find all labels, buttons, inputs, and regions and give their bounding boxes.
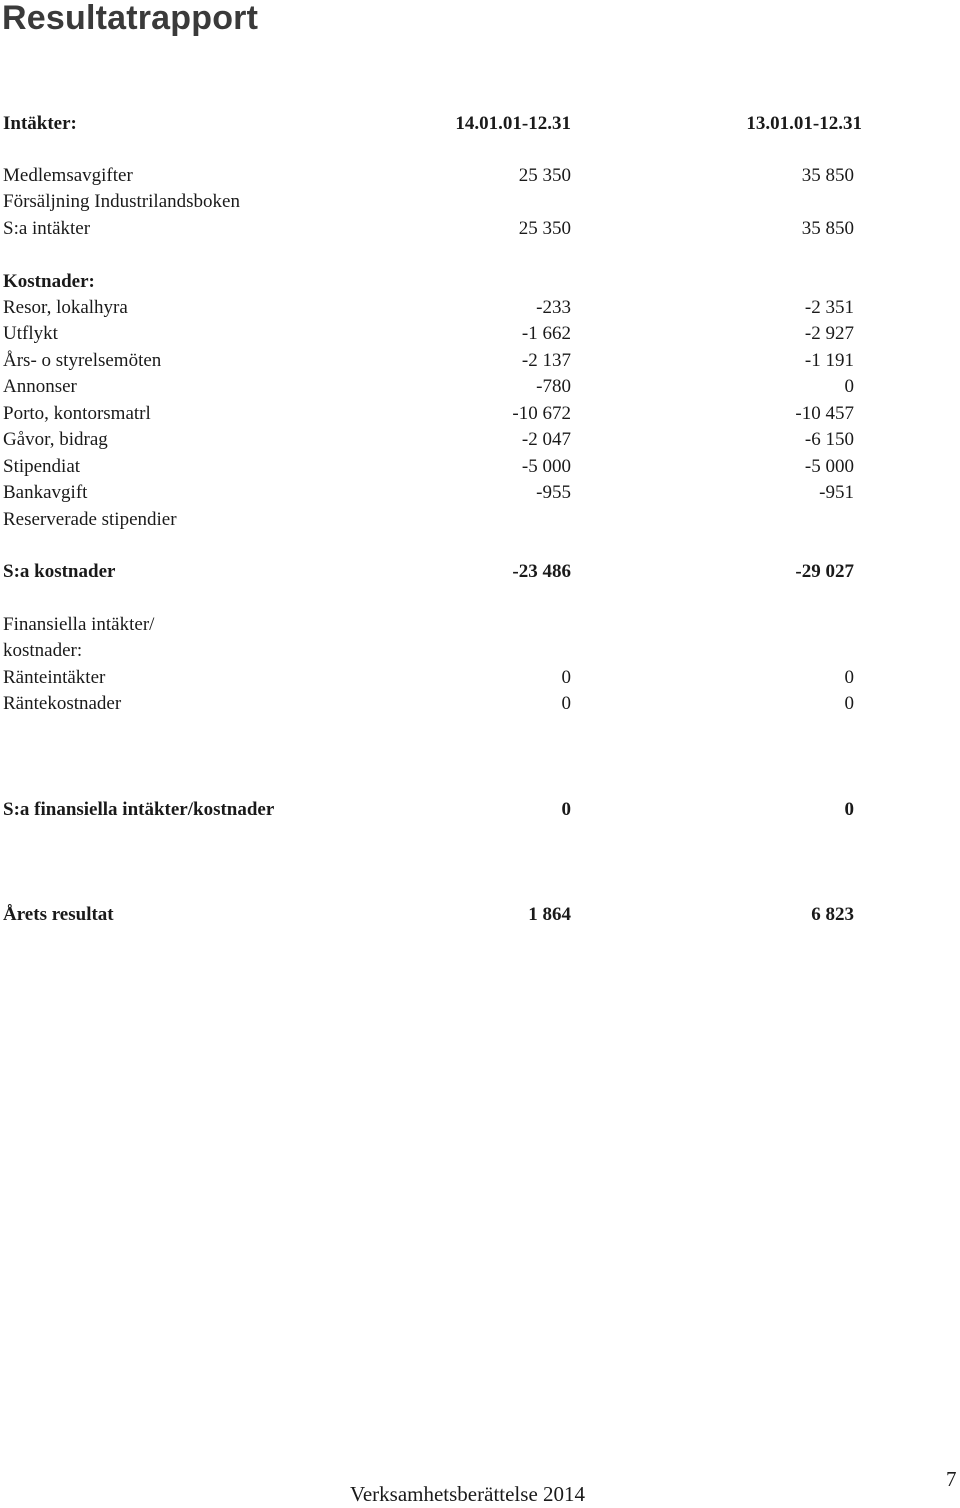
value-2014: -2 137 — [521, 350, 571, 371]
financial-heading-row — [0, 638, 960, 664]
value-2014: -233 — [536, 297, 571, 318]
value-2014: 0 — [561, 693, 571, 714]
row-label: Utflykt — [3, 323, 58, 344]
table-row — [0, 454, 960, 480]
value-2013: 0 — [844, 667, 854, 688]
table-row — [0, 189, 960, 215]
table-row — [0, 401, 960, 427]
value-2014: -10 672 — [512, 403, 571, 424]
income-total-row — [0, 216, 960, 242]
row-label: Räntekostnader — [3, 693, 122, 714]
table-row — [0, 374, 960, 400]
annual-result-row — [0, 902, 960, 928]
value-2013: 0 — [844, 376, 854, 397]
row-label: Bankavgift — [3, 482, 88, 503]
row-label: S:a kostnader — [3, 561, 116, 582]
value-2014: -2 047 — [521, 429, 571, 450]
value-2013: -10 457 — [795, 403, 854, 424]
period-2013-header: 13.01.01-12.31 — [746, 113, 862, 134]
financial-heading-row — [0, 612, 960, 638]
report-title: Resultatrapport — [2, 0, 259, 37]
value-2013: 6 823 — [811, 904, 854, 925]
financial-heading-line2: kostnader: — [3, 640, 83, 661]
table-row — [0, 507, 960, 533]
value-2013: 0 — [844, 799, 854, 820]
value-2013: -951 — [819, 482, 854, 503]
table-row — [0, 321, 960, 347]
value-2014: 25 350 — [518, 218, 571, 239]
table-row — [0, 295, 960, 321]
table-row — [0, 691, 960, 717]
page-number: 7 — [946, 1467, 957, 1491]
value-2014: 0 — [561, 799, 571, 820]
value-2013: 35 850 — [801, 218, 854, 239]
row-label: S:a intäkter — [3, 218, 91, 239]
row-label: Försäljning Industrilandsboken — [3, 191, 240, 212]
row-label: S:a finansiella intäkter/kostnader — [3, 799, 275, 820]
value-2013: -6 150 — [804, 429, 854, 450]
page-footer: Verksamhetsberättelse 2014 — [350, 1482, 586, 1506]
costs-total-row — [0, 559, 960, 585]
row-label: Gåvor, bidrag — [3, 429, 108, 450]
column-header-row — [0, 111, 960, 137]
value-2013: -1 191 — [804, 350, 854, 371]
value-2013: -29 027 — [795, 561, 854, 582]
value-2013: -2 351 — [804, 297, 854, 318]
table-row — [0, 665, 960, 691]
period-2014-header: 14.01.01-12.31 — [455, 113, 571, 134]
row-label: Resor, lokalhyra — [3, 297, 128, 318]
costs-heading-row — [0, 269, 960, 295]
value-2013: -5 000 — [804, 456, 854, 477]
row-label: Medlemsavgifter — [3, 165, 133, 186]
value-2014: -1 662 — [521, 323, 571, 344]
row-label: Års- o styrelsemöten — [3, 350, 162, 371]
income-heading: Intäkter: — [3, 113, 77, 134]
value-2013: -2 927 — [804, 323, 854, 344]
value-2014: 1 864 — [528, 904, 571, 925]
row-label: Ränteintäkter — [3, 667, 106, 688]
table-row — [0, 348, 960, 374]
row-label: Reserverade stipendier — [3, 509, 177, 530]
value-2014: 25 350 — [518, 165, 571, 186]
value-2014: 0 — [561, 667, 571, 688]
costs-heading: Kostnader: — [3, 271, 95, 292]
financial-heading-line1: Finansiella intäkter/ — [3, 614, 155, 635]
financial-total-row — [0, 797, 960, 823]
row-label: Porto, kontorsmatrl — [3, 403, 151, 424]
value-2013: 35 850 — [801, 165, 854, 186]
value-2013: 0 — [844, 693, 854, 714]
value-2014: -23 486 — [512, 561, 571, 582]
row-label: Annonser — [3, 376, 77, 397]
row-label: Årets resultat — [3, 904, 114, 925]
value-2014: -955 — [536, 482, 571, 503]
table-row — [0, 163, 960, 189]
table-row — [0, 480, 960, 506]
row-label: Stipendiat — [3, 456, 81, 477]
table-row — [0, 427, 960, 453]
value-2014: -5 000 — [521, 456, 571, 477]
value-2014: -780 — [536, 376, 571, 397]
